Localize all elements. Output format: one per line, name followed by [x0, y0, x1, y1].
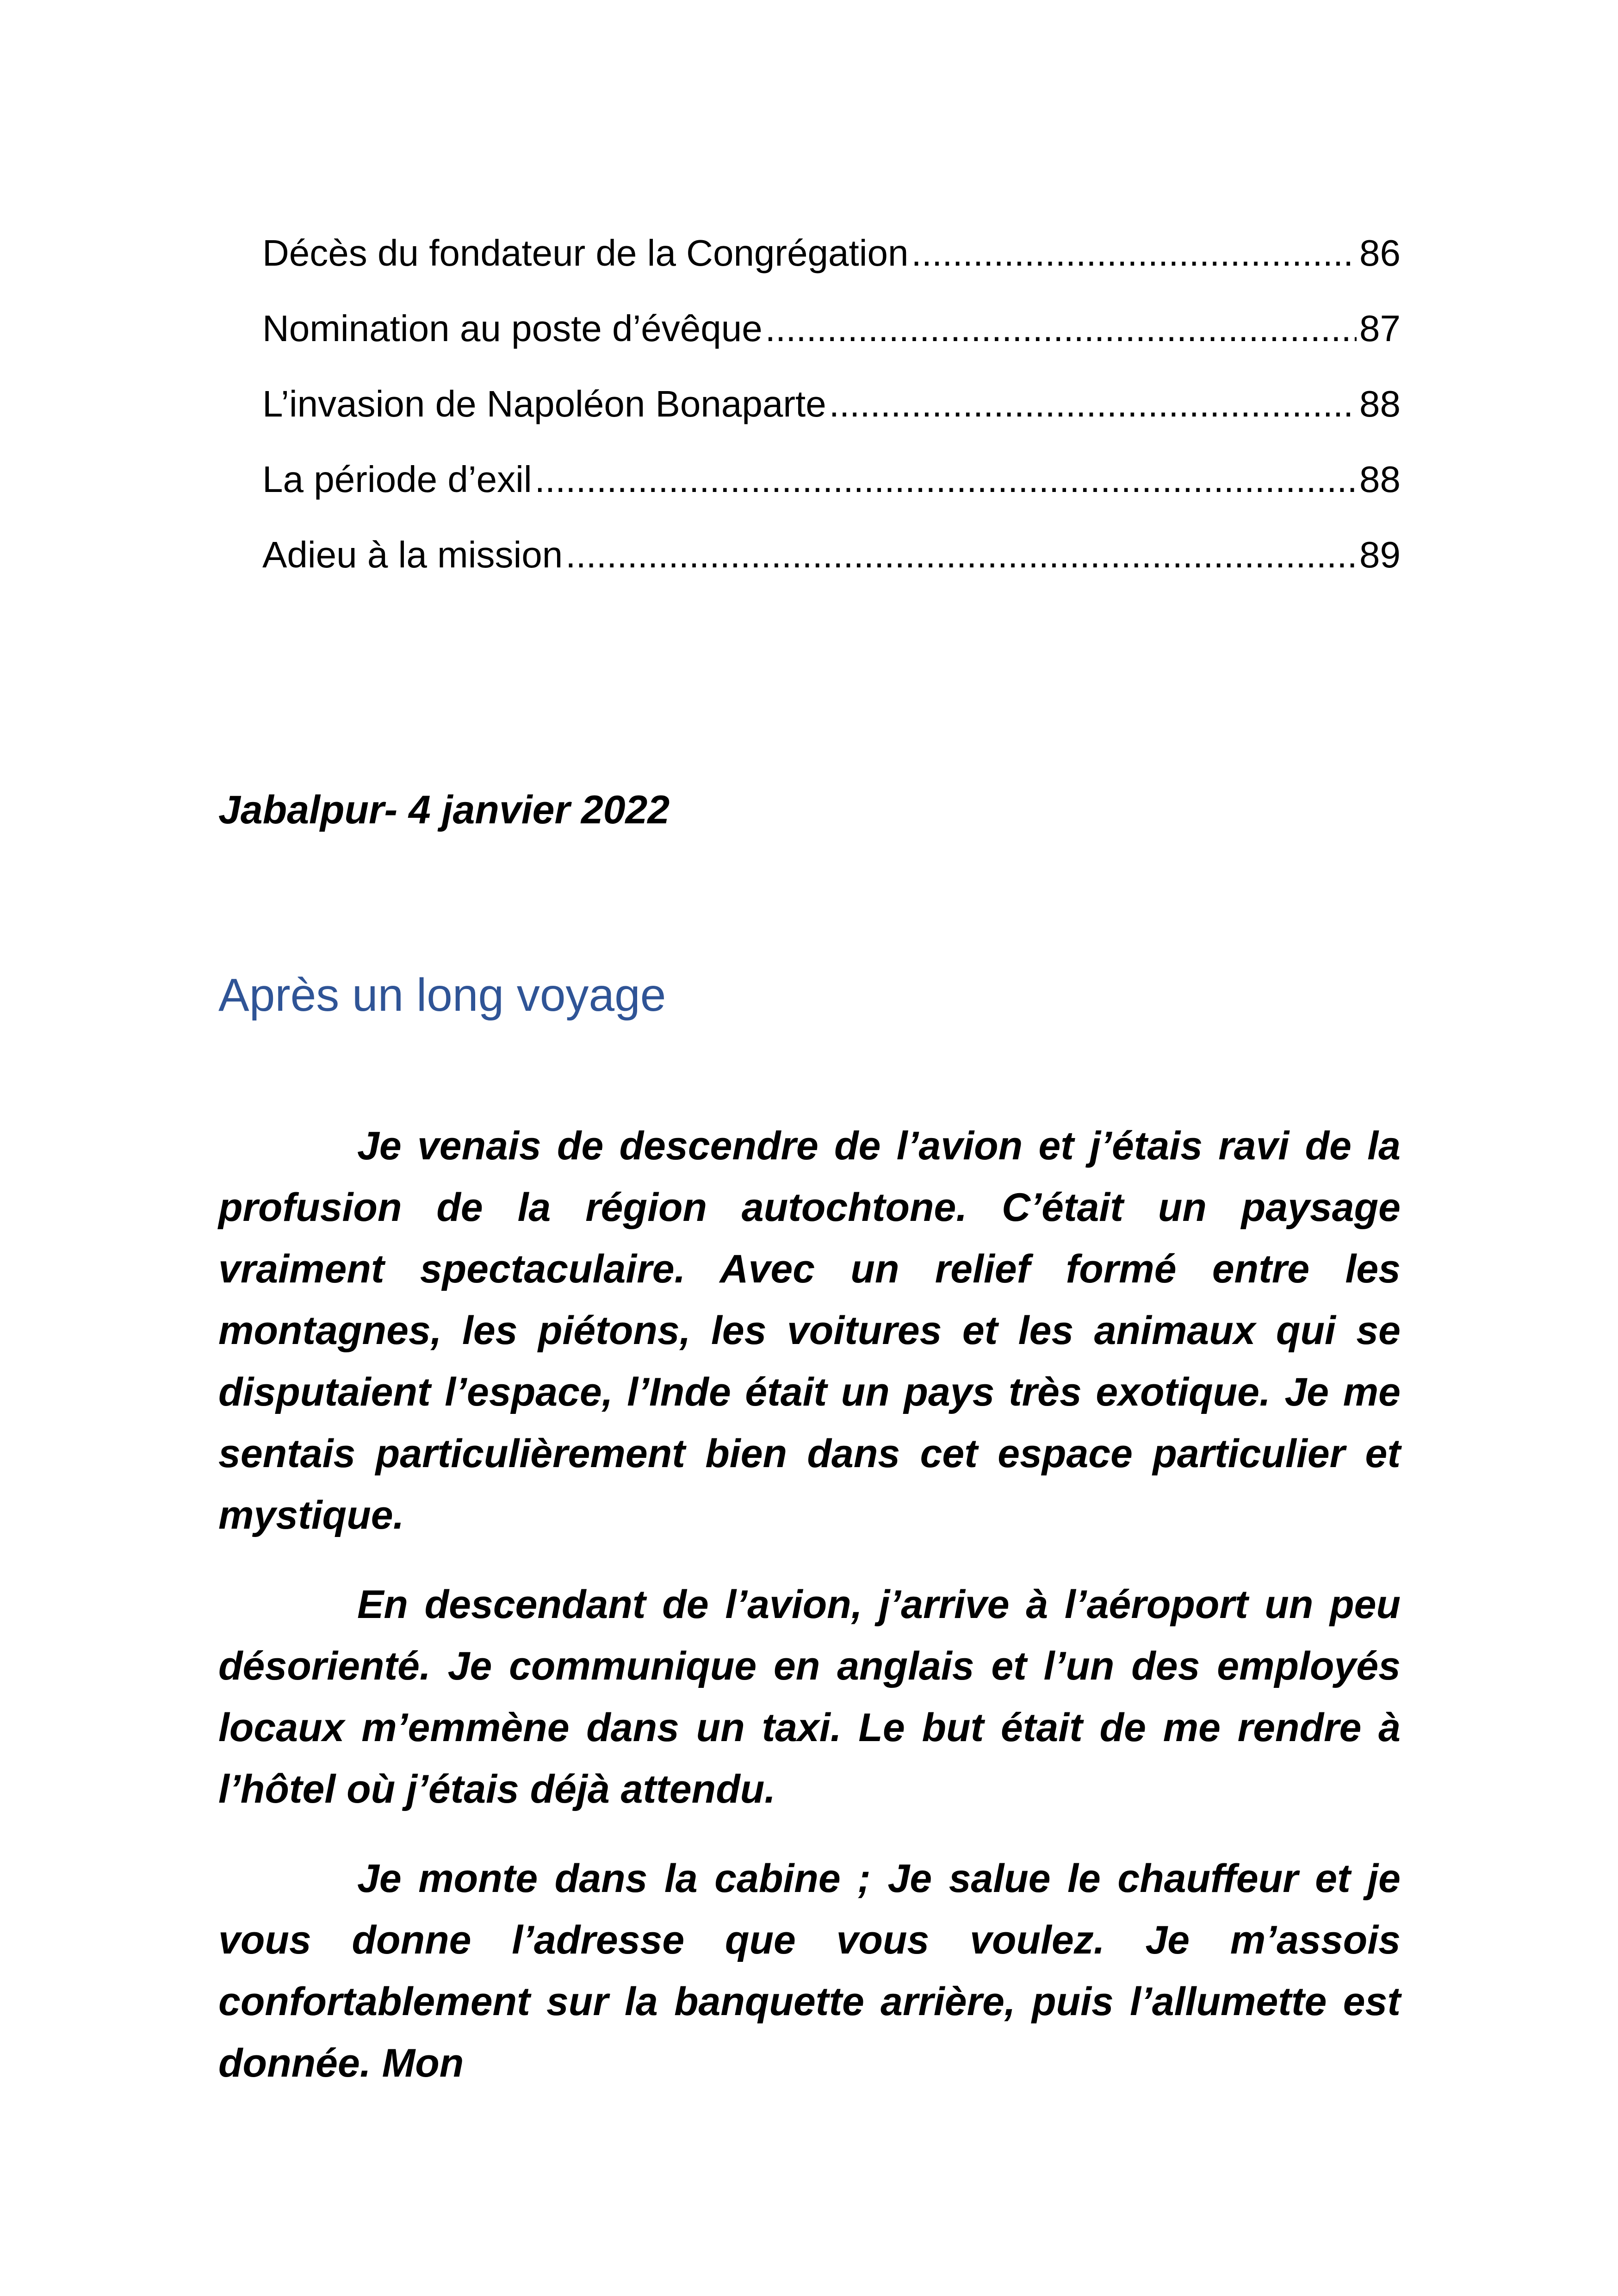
toc-dot-leader — [765, 291, 1357, 366]
toc-dot-leader — [829, 366, 1357, 442]
toc-entry[interactable] — [262, 366, 1401, 442]
toc-entry[interactable] — [262, 215, 1401, 291]
paragraph: Je venais de descendre de l’avion et j’étais ravi de la profusion de la région autochtone. C’était un paysage vraiment spectaculaire. Avec un relief formé entre les montagnes, les piétons, les voitures et les animaux qui se disputaient l’espace, l’Inde était un pays très exotique. Je me sentais particulièrement bien dans cet espace particulier et mystique. — [218, 1124, 1401, 1537]
toc-page-number: 89 — [1359, 534, 1401, 575]
toc-entry-title: Décès du fondateur de la Congrégation — [262, 232, 909, 274]
toc-dot-leader — [565, 517, 1357, 592]
paragraph: Je monte dans la cabine ; Je salue le chauffeur et je vous donne l’adresse que vous voulez. Je m’assois confortablement sur la banquette arrière, puis l’allumette est donnée. Mon — [218, 1856, 1401, 2085]
table-of-contents — [262, 215, 1401, 592]
toc-dot-leader — [911, 215, 1357, 291]
toc-entry[interactable] — [262, 291, 1401, 366]
toc-page-number: 88 — [1359, 383, 1401, 424]
toc-entry-title: Nomination au poste d’évêque — [262, 308, 763, 349]
toc-entry[interactable] — [262, 442, 1401, 517]
date-line: Jabalpur- 4 janvier 2022 — [218, 788, 670, 832]
section-heading: Après un long voyage — [218, 969, 666, 1021]
toc-entry[interactable] — [262, 517, 1401, 592]
toc-page-number: 87 — [1359, 308, 1401, 349]
toc-dot-leader — [535, 442, 1357, 517]
toc-entry-title: L’invasion de Napoléon Bonaparte — [262, 383, 826, 424]
toc-page-number: 88 — [1359, 459, 1401, 500]
paragraph: En descendant de l’avion, j’arrive à l’aéroport un peu désorienté. Je communique en anglais et l’un des employés locaux m’emmène dans un taxi. Le but était de me rendre à l’hôtel où j’étais déjà attendu. — [218, 1582, 1401, 1811]
body-text — [218, 1115, 1401, 2122]
toc-page-number: 86 — [1359, 232, 1401, 274]
toc-entry-title: Adieu à la mission — [262, 534, 563, 575]
toc-entry-title: La période d’exil — [262, 459, 532, 500]
